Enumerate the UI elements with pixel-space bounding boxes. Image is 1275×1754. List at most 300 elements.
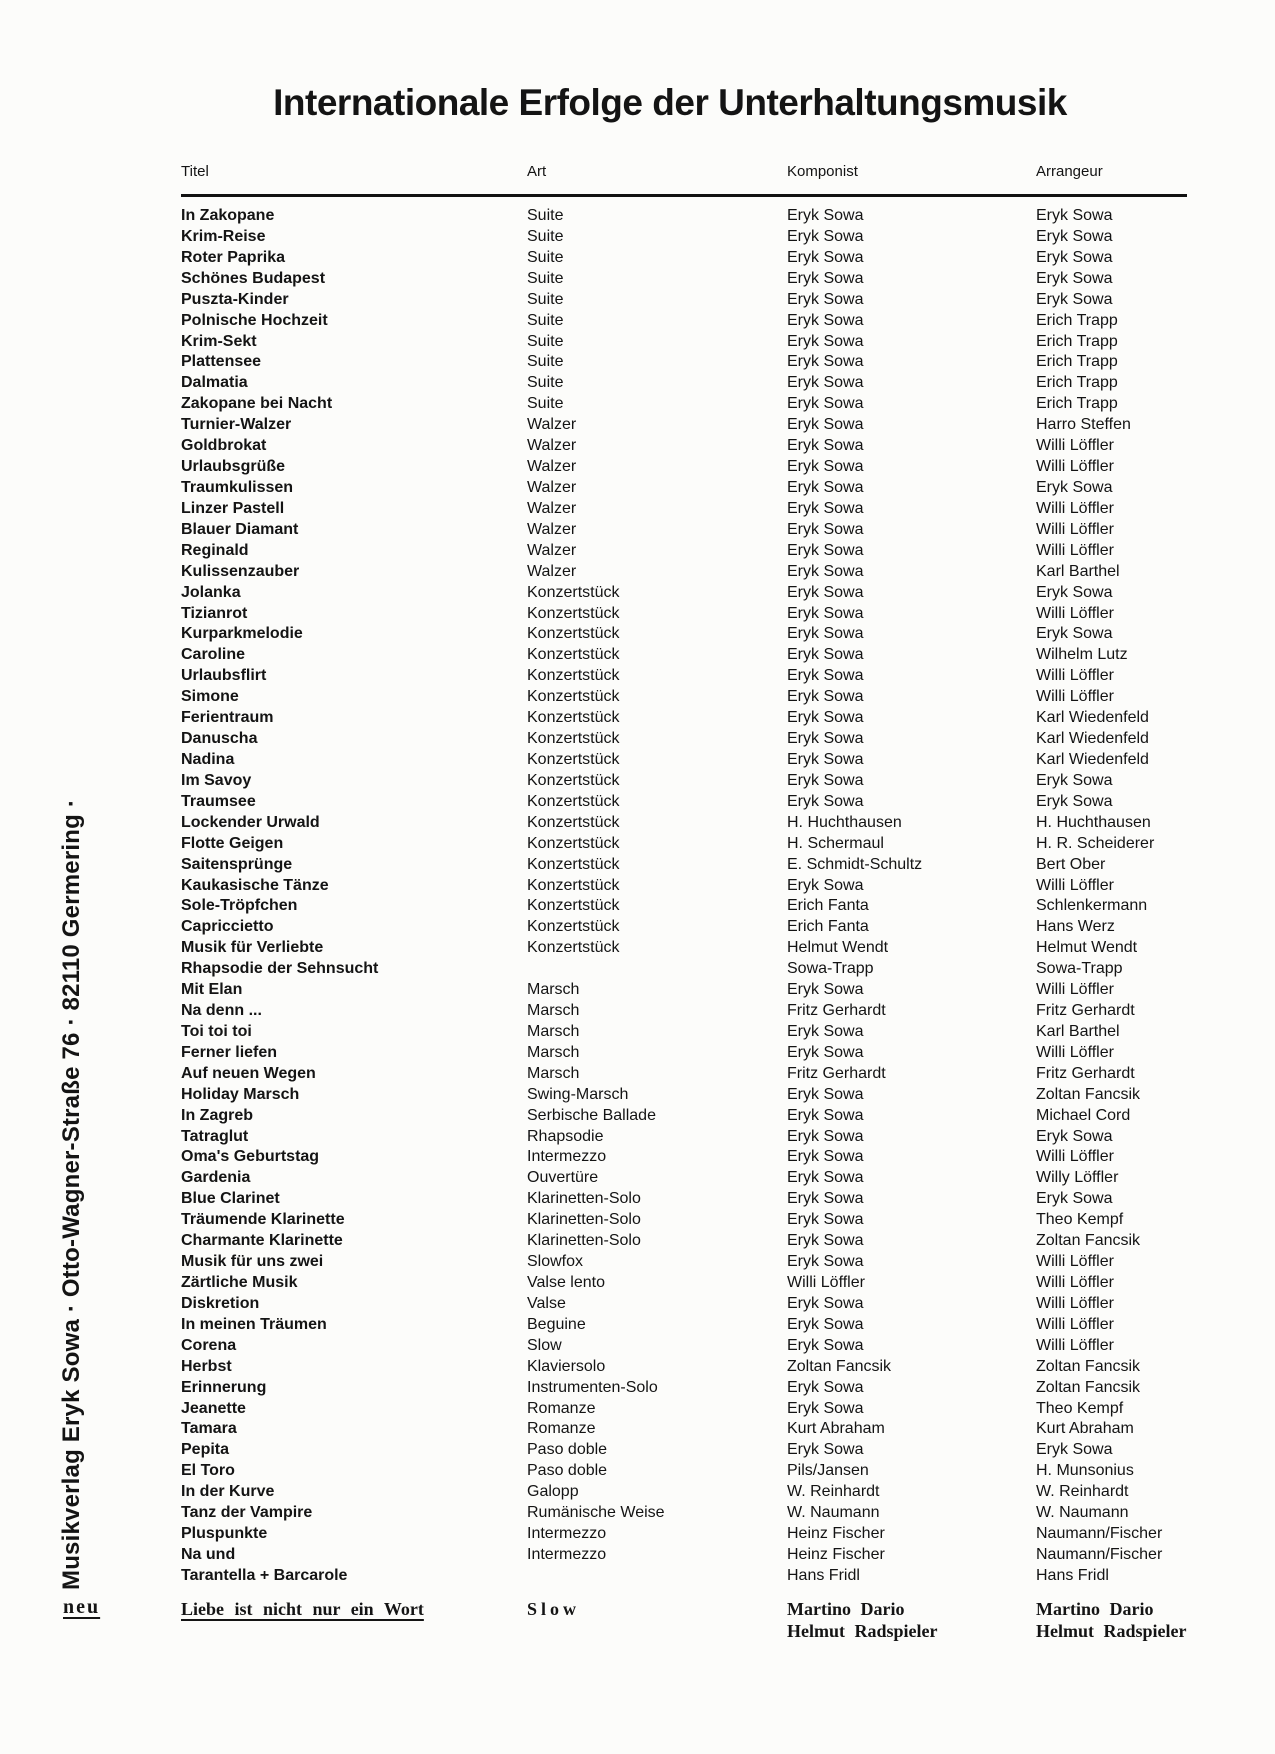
cell-arrangeur: Sowa-Trapp [1036,960,1123,978]
cell-titel: Krim-Sekt [181,332,257,350]
cell-titel: Kaukasische Tänze [181,876,329,894]
cell-komponist: Eryk Sowa [787,667,864,685]
cell-komponist: Helmut Wendt [787,939,889,957]
cell-art: Klarinetten-Solo [527,1211,641,1229]
cell-komponist: Eryk Sowa [787,269,864,287]
cell-art: Konzertstück [527,750,620,768]
neu-marker: neu [63,1596,101,1618]
cell-arrangeur: Eryk Sowa [1036,290,1113,308]
table-header-rule [181,194,1187,197]
cell-arrangeur: Willi Löffler [1036,1148,1114,1166]
cell-komponist: Eryk Sowa [787,1399,864,1417]
table-row [181,1461,1191,1482]
cell-komponist: Eryk Sowa [787,207,864,224]
column-header-titel: Titel [181,163,209,180]
cell-komponist: Eryk Sowa [787,437,864,455]
cell-titel: Träumende Klarinette [181,1211,345,1229]
cell-art: Walzer [527,478,577,496]
cell-komponist: Eryk Sowa [787,332,864,350]
cell-titel: Schönes Budapest [181,269,326,287]
cell-art: Konzertstück [527,771,620,789]
cell-komponist: Eryk Sowa [787,583,864,601]
cell-art: Konzertstück [527,583,620,601]
cell-komponist: Eryk Sowa [787,709,864,727]
table-row [181,959,1191,980]
cell-titel: Caroline [181,646,246,664]
cell-art: Romanze [527,1420,596,1438]
cell-arrangeur: H. R. Scheiderer [1036,834,1155,852]
cell-titel: Linzer Pastell [181,499,285,517]
new-entry-arrangeur-line2: Helmut Radspieler [1036,1621,1187,1641]
cell-arrangeur: Helmut Wendt [1036,939,1138,957]
cell-arrangeur: Willi Löffler [1036,667,1114,685]
cell-art: Suite [527,290,564,308]
cell-art: Rumänische Weise [527,1504,665,1522]
cell-arrangeur: Zoltan Fancsik [1036,1378,1141,1396]
cell-arrangeur: Willi Löffler [1036,458,1114,476]
table-row [181,896,1191,917]
cell-titel: Nadina [181,750,235,768]
cell-art: Intermezzo [527,1525,607,1543]
cell-arrangeur: Willi Löffler [1036,499,1114,517]
cell-komponist: Eryk Sowa [787,290,864,308]
cell-arrangeur: Willi Löffler [1036,1336,1114,1354]
cell-art: Suite [527,332,564,350]
cell-titel: Corena [181,1336,237,1354]
cell-arrangeur: Eryk Sowa [1036,227,1113,245]
cell-art: Slow [527,1336,562,1354]
cell-arrangeur: Eryk Sowa [1036,478,1113,496]
cell-titel: Urlaubsflirt [181,667,267,685]
cell-komponist: Eryk Sowa [787,604,864,622]
cell-titel: Lockender Urwald [181,813,320,831]
cell-arrangeur: Eryk Sowa [1036,583,1113,601]
table-row [181,1127,1191,1148]
cell-arrangeur: Zoltan Fancsik [1036,1357,1141,1375]
cell-titel: Holiday Marsch [181,1085,300,1103]
cell-art: Konzertstück [527,792,620,810]
cell-art: Paso doble [527,1462,608,1480]
new-entry-art: Slow [527,1599,581,1619]
cell-arrangeur: Willi Löffler [1036,541,1114,559]
cell-komponist: Eryk Sowa [787,541,864,559]
cell-titel: Oma's Geburtstag [181,1148,320,1166]
table-row [181,1273,1191,1294]
cell-komponist: Eryk Sowa [787,499,864,517]
cell-arrangeur: Naumann/Fischer [1036,1525,1163,1543]
cell-arrangeur: H. Munsonius [1036,1462,1134,1480]
cell-art: Rhapsodie [527,1127,604,1145]
cell-komponist: Eryk Sowa [787,1085,864,1103]
table-row [181,1022,1191,1043]
table-row [181,478,1191,499]
cell-titel: In Zagreb [181,1106,254,1124]
cell-art: Swing-Marsch [527,1085,629,1103]
cell-arrangeur: Eryk Sowa [1036,207,1113,224]
cell-titel: Urlaubsgrüße [181,458,286,476]
cell-titel: Herbst [181,1357,232,1375]
table-row [181,332,1191,353]
cell-titel: Dalmatia [181,374,248,392]
cell-komponist: Eryk Sowa [787,1190,864,1208]
table-body [181,206,1191,1587]
cell-arrangeur: Willi Löffler [1036,981,1114,999]
table-row [181,1001,1191,1022]
cell-art: Ouvertüre [527,1169,599,1187]
cell-art: Konzertstück [527,709,620,727]
table-row [181,855,1191,876]
cell-art: Serbische Ballade [527,1106,656,1124]
cell-arrangeur: Willi Löffler [1036,1253,1114,1271]
table-row [181,813,1191,834]
cell-komponist: Eryk Sowa [787,395,864,413]
cell-titel: Blue Clarinet [181,1190,280,1208]
cell-titel: Ferner liefen [181,1043,278,1061]
table-row [181,1357,1191,1378]
cell-arrangeur: Erich Trapp [1036,374,1118,392]
cell-komponist: Erich Fanta [787,918,869,936]
cell-art: Klaviersolo [527,1357,606,1375]
cell-art: Intermezzo [527,1546,607,1563]
table-row [181,1252,1191,1273]
cell-art: Suite [527,353,564,371]
cell-komponist: Eryk Sowa [787,646,864,664]
cell-art: Klarinetten-Solo [527,1232,641,1250]
table-row [181,541,1191,562]
cell-arrangeur: Erich Trapp [1036,395,1118,413]
cell-arrangeur: Erich Trapp [1036,311,1118,329]
cell-art: Marsch [527,1002,580,1020]
cell-arrangeur: Fritz Gerhardt [1036,1064,1135,1082]
cell-komponist: E. Schmidt-Schultz [787,855,923,873]
cell-art: Konzertstück [527,918,620,936]
table-row [181,1399,1191,1420]
cell-arrangeur: Willi Löffler [1036,604,1114,622]
table-row [181,1524,1191,1545]
cell-arrangeur: Fritz Gerhardt [1036,1002,1135,1020]
table-row [181,248,1191,269]
cell-titel: Danuscha [181,730,258,748]
new-entry-komponist [787,1598,938,1642]
cell-titel: Goldbrokat [181,437,267,455]
cell-komponist: Sowa-Trapp [787,960,874,978]
cell-komponist: Eryk Sowa [787,981,864,999]
cell-arrangeur: Harro Steffen [1036,416,1131,434]
cell-art: Konzertstück [527,667,620,685]
cell-titel: Zakopane bei Nacht [181,395,333,413]
cell-arrangeur: Eryk Sowa [1036,269,1113,287]
table-row [181,938,1191,959]
cell-art: Walzer [527,416,577,434]
table-row [181,1545,1191,1566]
table-row [181,499,1191,520]
cell-komponist: Zoltan Fancsik [787,1357,892,1375]
cell-komponist: Eryk Sowa [787,562,864,580]
new-entry-titel: Liebe ist nicht nur ein Wort [181,1599,424,1619]
cell-komponist: Eryk Sowa [787,730,864,748]
table-row [181,1106,1191,1127]
cell-komponist: Eryk Sowa [787,688,864,706]
cell-titel: In Zakopane [181,207,275,224]
table-row [181,750,1191,771]
table-row [181,311,1191,332]
cell-komponist: Fritz Gerhardt [787,1064,886,1082]
table-row [181,436,1191,457]
cell-komponist: Eryk Sowa [787,1211,864,1229]
column-header-art: Art [527,163,547,180]
cell-art: Konzertstück [527,834,620,852]
cell-titel: Roter Paprika [181,248,286,266]
cell-art: Marsch [527,1064,580,1082]
cell-art: Intermezzo [527,1148,607,1166]
cell-arrangeur: Willy Löffler [1036,1169,1119,1187]
cell-titel: Rhapsodie der Sehnsucht [181,960,379,978]
cell-komponist: Kurt Abraham [787,1420,885,1438]
cell-komponist: W. Naumann [787,1504,880,1522]
cell-art: Paso doble [527,1441,608,1459]
cell-art: Konzertstück [527,625,620,643]
table-row [181,645,1191,666]
cell-titel: Simone [181,688,239,706]
table-row [181,227,1191,248]
cell-arrangeur: Zoltan Fancsik [1036,1085,1141,1103]
table-row [181,666,1191,687]
cell-komponist: Eryk Sowa [787,1148,864,1166]
cell-komponist: H. Huchthausen [787,813,902,831]
cell-arrangeur: Karl Wiedenfeld [1036,750,1149,768]
table-row [181,729,1191,750]
cell-arrangeur: W. Reinhardt [1036,1483,1129,1501]
cell-titel: Charmante Klarinette [181,1232,343,1250]
cell-art: Klarinetten-Solo [527,1190,641,1208]
table-row [181,1503,1191,1524]
table-row [181,604,1191,625]
cell-art: Konzertstück [527,855,620,873]
cell-art: Suite [527,374,564,392]
new-entry-arrangeur [1036,1598,1187,1642]
cell-komponist: Eryk Sowa [787,311,864,329]
cell-arrangeur: Naumann/Fischer [1036,1546,1163,1563]
table-row [181,269,1191,290]
cell-titel: Tatraglut [181,1127,249,1145]
cell-arrangeur: Eryk Sowa [1036,1127,1113,1145]
cell-arrangeur: Schlenkermann [1036,897,1148,915]
cell-arrangeur: W. Naumann [1036,1504,1129,1522]
table-row [181,834,1191,855]
table-row [181,1315,1191,1336]
table-row [181,687,1191,708]
cell-art: Valse lento [527,1274,605,1292]
table-row [181,520,1191,541]
cell-art: Suite [527,395,564,413]
cell-arrangeur: Eryk Sowa [1036,792,1113,810]
table-row [181,980,1191,1001]
cell-art: Suite [527,311,564,329]
cell-titel: Turnier-Walzer [181,416,292,434]
table-row [181,1336,1191,1357]
cell-titel: Na denn ... [181,1002,262,1020]
cell-komponist: Fritz Gerhardt [787,1002,886,1020]
cell-komponist: Eryk Sowa [787,771,864,789]
cell-komponist: Erich Fanta [787,897,869,915]
table-row [181,1064,1191,1085]
cell-art: Marsch [527,981,580,999]
cell-arrangeur: Willi Löffler [1036,876,1114,894]
cell-komponist: Eryk Sowa [787,1315,864,1333]
cell-komponist: Willi Löffler [787,1274,865,1292]
cell-komponist: Eryk Sowa [787,520,864,538]
cell-titel: In meinen Träumen [181,1315,327,1333]
cell-komponist: Eryk Sowa [787,1022,864,1040]
new-entry-komponist-line2: Helmut Radspieler [787,1621,938,1641]
table-row [181,415,1191,436]
table-row [181,708,1191,729]
cell-art: Romanze [527,1399,596,1417]
table-row [181,1231,1191,1252]
table-row [181,1378,1191,1399]
table-row [181,1085,1191,1106]
cell-arrangeur: Willi Löffler [1036,688,1114,706]
cell-titel: Musik für Verliebte [181,939,324,957]
cell-komponist: Eryk Sowa [787,416,864,434]
cell-art: Slowfox [527,1253,584,1271]
table-row [181,876,1191,897]
cell-komponist: Eryk Sowa [787,750,864,768]
cell-arrangeur: Hans Werz [1036,918,1115,936]
cell-arrangeur: Erich Trapp [1036,332,1118,350]
cell-komponist: Eryk Sowa [787,353,864,371]
cell-komponist: Eryk Sowa [787,876,864,894]
table-row [181,771,1191,792]
cell-titel: Saitensprünge [181,855,293,873]
cell-arrangeur: Eryk Sowa [1036,625,1113,643]
cell-arrangeur: Theo Kempf [1036,1399,1124,1417]
publisher-address-vertical: Musikverlag Eryk Sowa · Otto-Wagner-Straße 76 · 82110 Germering · [58,798,85,1590]
cell-titel: Gardenia [181,1169,251,1187]
cell-titel: Traumsee [181,792,256,810]
column-header-komponist: Komponist [787,163,858,180]
table-row [181,457,1191,478]
cell-art: Suite [527,207,564,224]
table-row [181,352,1191,373]
cell-komponist: Eryk Sowa [787,1127,864,1145]
cell-arrangeur: Bert Ober [1036,855,1106,873]
cell-titel: Diskretion [181,1294,260,1312]
cell-titel: Musik für uns zwei [181,1253,324,1271]
cell-titel: El Toro [181,1462,235,1480]
table-row [181,394,1191,415]
cell-arrangeur: Karl Barthel [1036,562,1120,580]
table-row [181,1566,1191,1587]
cell-arrangeur: Wilhelm Lutz [1036,646,1128,664]
cell-art: Instrumenten-Solo [527,1378,658,1396]
cell-art: Konzertstück [527,939,620,957]
cell-art: Walzer [527,499,577,517]
cell-titel: Toi toi toi [181,1022,252,1040]
cell-arrangeur: Karl Barthel [1036,1022,1120,1040]
table-row [181,1482,1191,1503]
cell-titel: Jolanka [181,583,241,601]
cell-art: Walzer [527,520,577,538]
table-row [181,1440,1191,1461]
table-row [181,583,1191,604]
table-row [181,917,1191,938]
cell-komponist: Pils/Jansen [787,1462,869,1480]
cell-komponist: Eryk Sowa [787,1441,864,1459]
cell-komponist: Eryk Sowa [787,625,864,643]
cell-titel: Kulissenzauber [181,562,300,580]
cell-titel: Erinnerung [181,1378,267,1396]
cell-arrangeur: Eryk Sowa [1036,771,1113,789]
table-row [181,1419,1191,1440]
cell-komponist: Eryk Sowa [787,458,864,476]
table-row [181,624,1191,645]
cell-art: Walzer [527,437,577,455]
cell-komponist: Eryk Sowa [787,1106,864,1124]
cell-art: Valse [527,1294,566,1312]
cell-komponist: Hans Fridl [787,1566,860,1584]
cell-arrangeur: Erich Trapp [1036,353,1118,371]
table-row [181,290,1191,311]
table-row [181,1294,1191,1315]
cell-titel: Flotte Geigen [181,834,284,852]
cell-arrangeur: Karl Wiedenfeld [1036,709,1149,727]
page-title: Internationale Erfolge der Unterhaltungsmusik [273,82,1067,123]
cell-titel: Puszta-Kinder [181,290,289,308]
cell-titel: Tizianrot [181,604,248,622]
cell-titel: Pluspunkte [181,1525,268,1543]
cell-art: Marsch [527,1022,580,1040]
cell-arrangeur: Kurt Abraham [1036,1420,1134,1438]
cell-art: Suite [527,227,564,245]
cell-titel: Tarantella + Barcarole [181,1566,348,1584]
cell-komponist: Eryk Sowa [787,478,864,496]
cell-art: Suite [527,248,564,266]
cell-komponist: Eryk Sowa [787,1043,864,1061]
cell-titel: Reginald [181,541,249,559]
cell-arrangeur: Willi Löffler [1036,520,1114,538]
cell-komponist: Eryk Sowa [787,1378,864,1396]
cell-komponist: Eryk Sowa [787,1336,864,1354]
cell-arrangeur: Willi Löffler [1036,437,1114,455]
cell-komponist: Eryk Sowa [787,792,864,810]
cell-titel: Pepita [181,1441,230,1459]
cell-art: Walzer [527,458,577,476]
cell-arrangeur: Willi Löffler [1036,1274,1114,1292]
cell-art: Konzertstück [527,813,620,831]
cell-komponist: Eryk Sowa [787,248,864,266]
cell-komponist: Eryk Sowa [787,1253,864,1271]
cell-art: Marsch [527,1043,580,1061]
cell-titel: Tamara [181,1420,237,1438]
cell-titel: Krim-Reise [181,227,266,245]
cell-art: Walzer [527,562,577,580]
cell-arrangeur: Hans Fridl [1036,1566,1109,1584]
cell-komponist: Eryk Sowa [787,374,864,392]
cell-titel: Jeanette [181,1399,246,1417]
table-row [181,1043,1191,1064]
cell-titel: Blauer Diamant [181,520,299,538]
cell-arrangeur: Willi Löffler [1036,1294,1114,1312]
cell-komponist: Heinz Fischer [787,1546,885,1563]
cell-art: Konzertstück [527,604,620,622]
table-row [181,1147,1191,1168]
table-row [181,1168,1191,1189]
cell-titel: Capriccietto [181,918,274,936]
cell-arrangeur: Theo Kempf [1036,1211,1124,1229]
new-entry-arrangeur-line1: Martino Dario [1036,1599,1154,1619]
cell-titel: Ferientraum [181,709,274,727]
